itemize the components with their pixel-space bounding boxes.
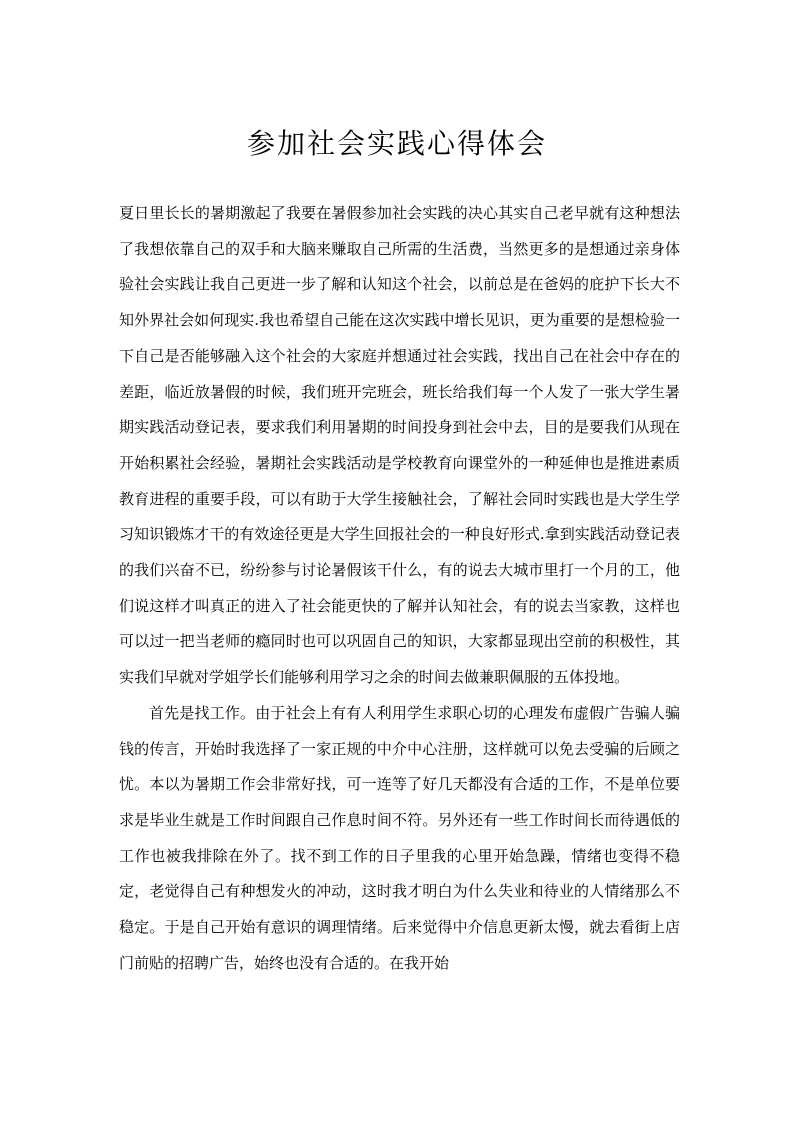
paragraph-1: 夏日里长长的暑期激起了我要在暑假参加社会实践的决心其实自己老早就有这种想法了我想依靠自己的双手和大脑来赚取自己所需的生活费，当然更多的是想通过亲身体验社会实践让我自己更进一步了解和认知这个社会，以前总是在爸妈的庇护下长大不知外界社会如何现实.我也希望自己能在这次实践中增长见识，更为重要的是想检验一下自己是否能够融入这个社会的大家庭并想通过社会实践，找出自己在社会中存在的差距，临近放暑假的时候，我们班开完班会，班长给我们每一个人发了一张大学生暑期实践活动登记表，要求我们利用暑期的时间投身到社会中去，目的是要我们从现在开始积累社会经验，暑期社会实践活动是学校教育向课堂外的一种延伸也是推进素质教育进程的重要手段，可以有助于大学生接触社会，了解社会同时实践也是大学生学习知识锻炼才干的有效途径更是大学生回报社会的一种良好形式.拿到实践活动登记表的我们兴奋不已，纷纷参与讨论暑假该干什么，有的说去大城市里打一个月的工，他们说这样才叫真正的进入了社会能更快的了解并认知社会，有的说去当家教，这样也可以过一把当老师的瘾同时也可以巩固自己的知识，大家都显现出空前的积极性，其实我们早就对学姐学长们能够利用学习之余的时间去做兼职佩服的五体投地。 <box>119 204 680 687</box>
paragraph-2: 首先是找工作。由于社会上有有人利用学生求职心切的心理发布虚假广告骗人骗钱的传言，开始时我选择了一家正规的中介中心注册，这样就可以免去受骗的后顾之忧。本以为暑期工作会非常好找，可一连等了好几天都没有合适的工作，不是单位要求是毕业生就是工作时间跟自己作息时间不符。另外还有一些工作时间长而待遇低的工作也被我排除在外了。找不到工作的日子里我的心里开始急躁，情绪也变得不稳定，老觉得自己有种想发火的冲动，这时我才明白为什么失业和待业的人情绪那么不稳定。于是自己开始有意识的调理情绪。后来觉得中介信息更新太慢，就去看街上店门前贴的招聘广告，始终也没有合适的。在我开始 <box>119 703 680 972</box>
document-body <box>119 196 680 981</box>
document-title: 参加社会实践心得体会 <box>246 127 547 160</box>
